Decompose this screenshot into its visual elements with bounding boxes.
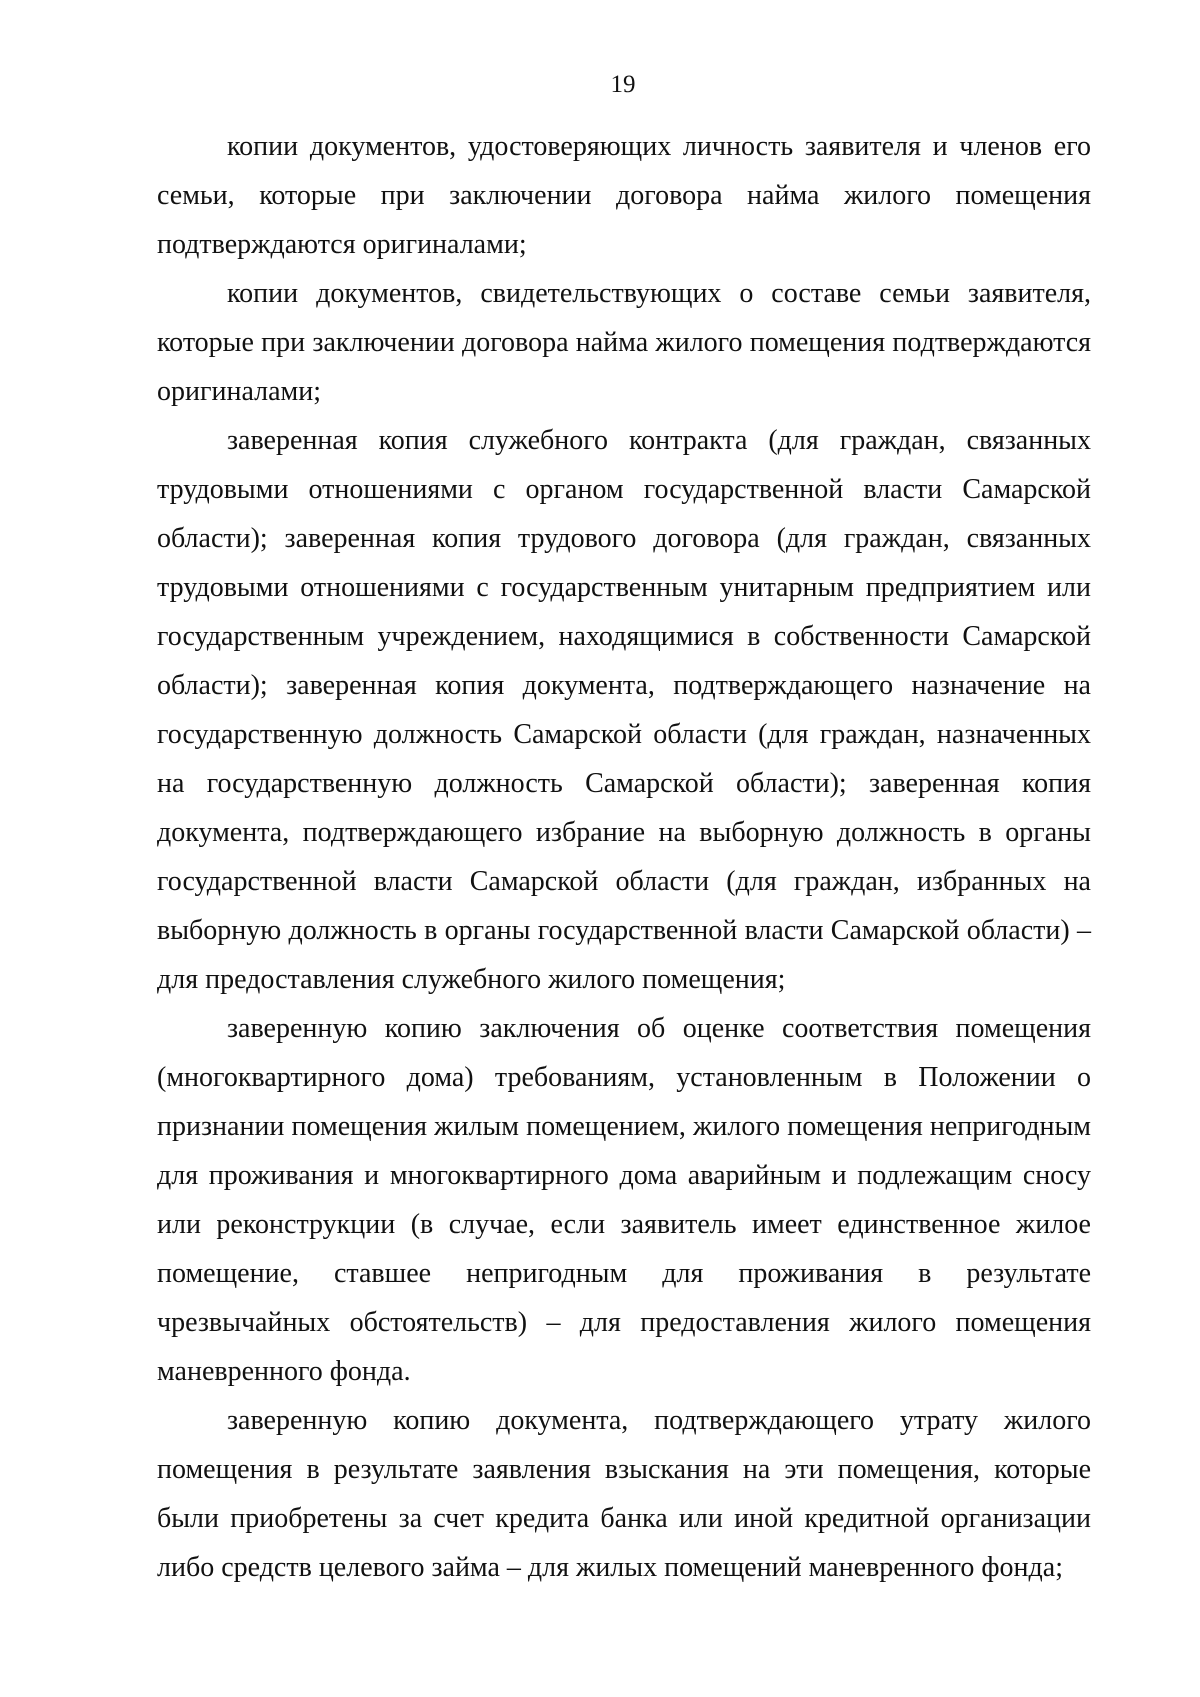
paragraph-service-contract: заверенная копия служебного контракта (для граждан, связанных трудовыми отношениями с органом государственной власти Самарской области); заверенная копия трудового договора (для граждан, связанных трудовыми отношениями с государственным унитарным предприятием или государственным учреждением, находящимися в собственности Самарской области); заверенная копия документа, подтверждающего назначение на государственную должность Самарской области (для граждан, назначенных на государственную должность Самарской области); заверенная копия документа, подтверждающего избрание на выборную должность в органы государственной власти Самарской области (для граждан, избранных на выборную должность в органы государственной власти Самарской области) – для предоставления служебного жилого помещения; [157, 425, 1091, 995]
document-body [157, 122, 1091, 1592]
paragraph-identity-documents: копии документов, удостоверяющих личность заявителя и членов его семьи, которые при заключении договора найма жилого помещения подтверждаются оригиналами; [157, 131, 1091, 260]
paragraph-housing-assessment: заверенную копию заключения об оценке соответствия помещения (многоквартирного дома) требованиям, установленным в Положении о признании помещения жилым помещением, жилого помещения непригодным для проживания и многоквартирного дома аварийным и подлежащим сносу или реконструкции (в случае, если заявитель имеет единственное жилое помещение, ставшее непригодным для проживания в результате чрезвычайных обстоятельств) – для предоставления жилого помещения маневренного фонда. [157, 1013, 1091, 1387]
paragraph-family-composition: копии документов, свидетельствующих о составе семьи заявителя, которые при заключении договора найма жилого помещения подтверждаются оригиналами; [157, 278, 1091, 407]
paragraph-housing-loss: заверенную копию документа, подтверждающего утрату жилого помещения в результате заявления взыскания на эти помещения, которые были приобретены за счет кредита банка или иной кредитной организации либо средств целевого займа – для жилых помещений маневренного фонда; [157, 1405, 1091, 1583]
page-number: 19 [610, 71, 636, 98]
